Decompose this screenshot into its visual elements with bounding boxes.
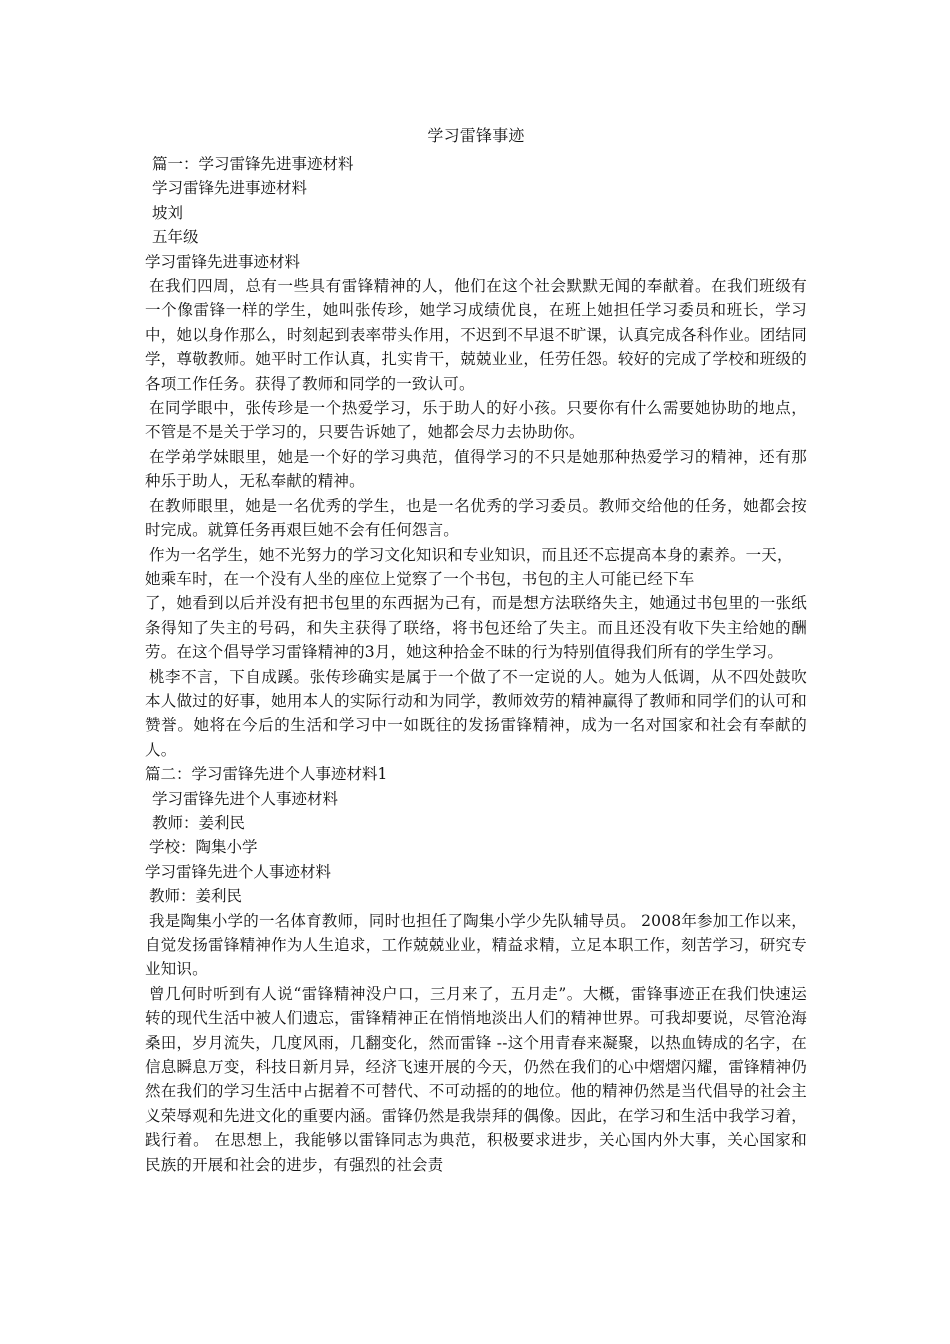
paragraph-b1: 我是陶集小学的一名体育教师，同时也担任了陶集小学少先队辅导员。 2008年参加工作以来，自觉发扬雷锋精神作为人生追求，工作兢兢业业，精益求精，立足本职工作，刻苦学习，研究专业知识。 [145, 911, 807, 979]
paragraph-a4: 在教师眼里，她是一名优秀的学生，也是一名优秀的学习委员。教师交给他的任务，她都会按时完成。就算任务再艰巨她不会有任何怨言。 [145, 496, 807, 540]
paragraph-a7: 桃李不言，下自成蹊。张传珍确实是属于一个做了不一定说的人。她为人低调，从不四处鼓吹本人做过的好事，她用本人的实际行动和为同学，教师效劳的精神赢得了教师和同学们的认可和赞誉。她将在今后的生活和学习中一如既往的发扬雷锋精神，成为一名对国家和社会有奉献的人。 [145, 667, 807, 759]
location-line: 坡刘 [152, 203, 184, 222]
section-heading-1: 篇一：学习雷锋先进事迹材料 [152, 155, 354, 173]
material-title-2: 学习雷锋先进个人事迹材料 [145, 862, 332, 881]
document-title: 学习雷锋事迹 [427, 126, 525, 145]
paragraph-a6: 了，她看到以后并没有把书包里的东西据为己有，而是想方法联络失主，她通过书包里的一张纸条得知了失主的号码，和失主获得了联络，将书包还给了失主。而且还没有收下失主给她的酬劳。在这个倡导学习雷锋精神的3月，她这种拾金不昧的行为特别值得我们所有的学生学习。 [145, 594, 807, 662]
material-title-1: 学习雷锋先进事迹材料 [145, 252, 301, 271]
subheading-1: 学习雷锋先进事迹材料 [152, 179, 308, 198]
paragraph-a5: 作为一名学生，她不光努力的学习文化知识和专业知识，而且还不忘提高本身的素养。一天，她乘车时，在一个没有人坐的座位上觉察了一个书包，书包的主人可能已经下车 [145, 545, 793, 588]
grade-line: 五年级 [152, 228, 199, 247]
document-body [145, 124, 807, 1177]
teacher-line-2: 教师：姜利民 [149, 887, 243, 906]
paragraph-b2: 曾几何时听到有人说“雷锋精神没户口，三月来了，五月走”。大概，雷锋事迹正在我们快速运转的现代生活中被人们遗忘，雷锋精神正在悄悄地淡出人们的精神世界。可我却要说，尽管沧海桑田，岁月流失，几度风雨，几翻变化，然而雷锋 --这个用青春来凝聚，以热血铸成的名字，在信息瞬息万变，科技日新月异，经济飞速开展的今天，仍然在我们的心中熠熠闪耀，雷锋精神仍然在我们的学习生活中占据着不可替代、不可动摇的的地位。他的精神仍然是当代倡导的社会主义荣辱观和先进文化的重要内涵。雷锋仍然是我崇拜的偶像。因此，在学习和生活中我学习着，践行着。 在思想上，我能够以雷锋同志为典范，积极要求进步，关心国内外大事，关心国家和民族的开展和社会的进步，有强烈的社会责 [145, 984, 807, 1174]
paragraph-a2: 在同学眼中，张传珍是一个热爱学习，乐于助人的好小孩。只要你有什么需要她协助的地点，不管是不是关于学习的，只要告诉她了，她都会尽力去协助你。 [145, 399, 807, 442]
section-heading-2: 篇二：学习雷锋先进个人事迹材料1 [145, 765, 388, 784]
teacher-line-1: 教师：姜利民 [152, 813, 246, 832]
paragraph-a3: 在学弟学妹眼里，她是一个好的学习典范，值得学习的不只是她那种热爱学习的精神，还有那种乐于助人，无私奉献的精神。 [145, 447, 807, 491]
subheading-2: 学习雷锋先进个人事迹材料 [152, 789, 339, 808]
school-line: 学校：陶集小学 [149, 838, 258, 857]
paragraph-a1: 在我们四周，总有一些具有雷锋精神的人，他们在这个社会默默无闻的奉献着。在我们班级有一个像雷锋一样的学生，她叫张传珍，她学习成绩优良，在班上她担任学习委员和班长，学习中，她以身作那么，时刻起到表率带头作用，不迟到不早退不旷课，认真完成各科作业。团结同学，尊敬教师。她平时工作认真，扎实肯干，兢兢业业，任劳任怨。较好的完成了学校和班级的各项工作任务。获得了教师和同学的一致认可。 [145, 277, 807, 393]
